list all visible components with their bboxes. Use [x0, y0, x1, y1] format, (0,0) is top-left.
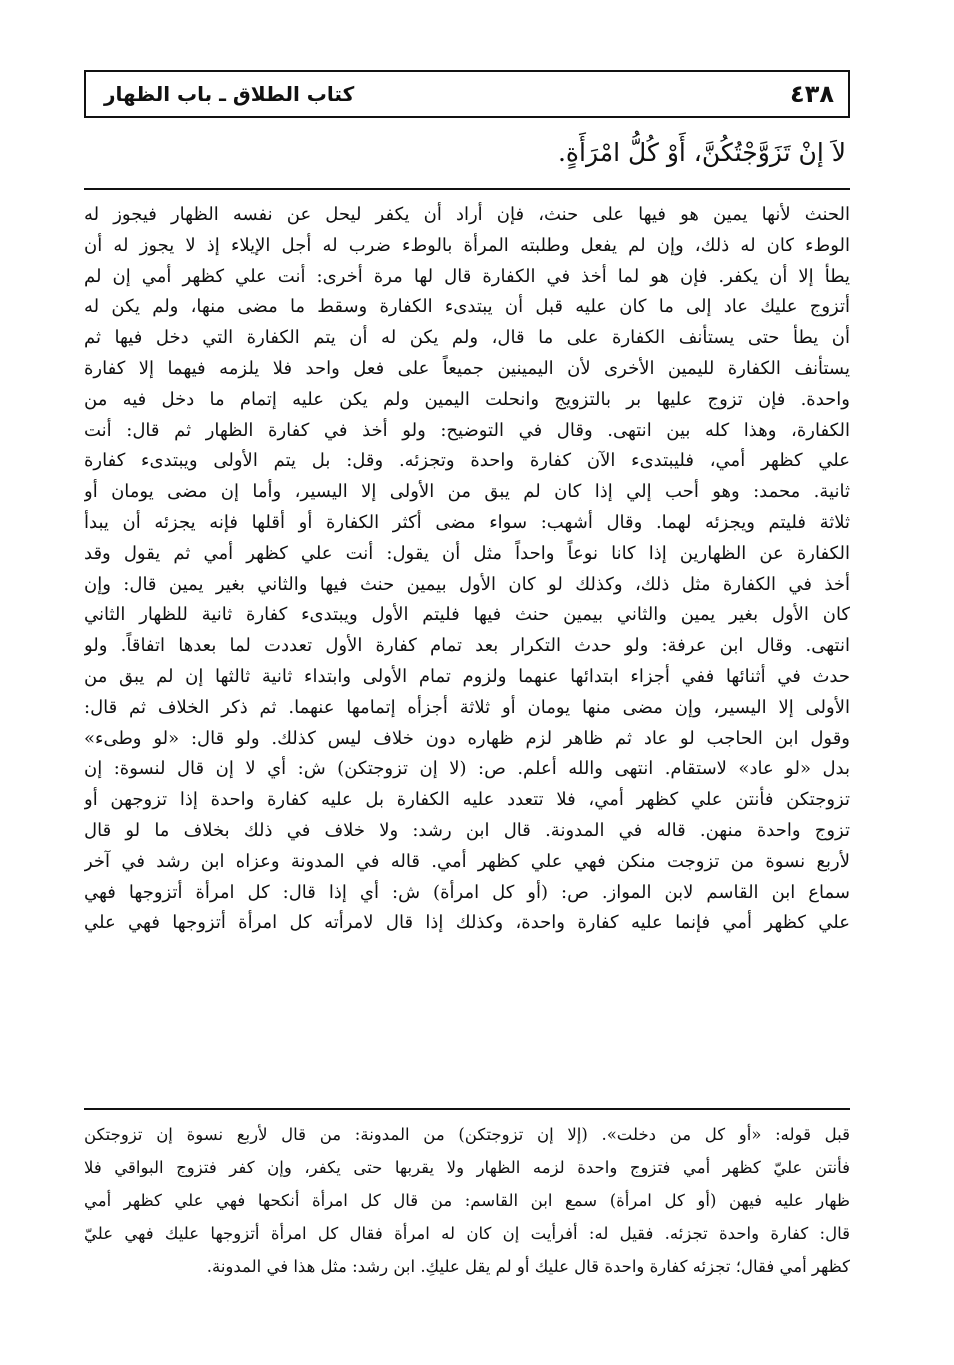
- commentary-line: يستأنف الكفارة لليمين الأخرى لأن اليمينين جميعاً على فعل واحد فلا يلزمه فيهما إلا كفارة: [84, 357, 850, 379]
- footnote-line: ظهار عليه فيهن (أو كل امرأة) سمع ابن القاسم: من قال كل امرأة أنكحها فهي علي كظهر أمي: [84, 1191, 850, 1210]
- matn-excerpt: لاَ إنْ تَزَوَّجْتُكُنَّ، أَوْ كُلُّ امْرَأَةٍ.: [557, 138, 846, 167]
- footnote-line: قال: كفارة واحدة تجزئه. فقيل له: أفرأيت إن كان له امرأة فقال كل امرأة أتزوجها عليك فهي عليّ: [84, 1224, 850, 1243]
- commentary-line: تزوج واحدة منهن. قاله في المدونة. قال ابن رشد: ولا خلاف في ذلك بخلاف ما لو قال: [84, 819, 850, 841]
- footnote-section: [84, 1118, 850, 1338]
- commentary-line: علي كظهر أمي فإنما عليه كفارة واحدة، وكذلك إذا قال لامرأته كل امرأة أتزوجها فهي علي: [84, 912, 850, 934]
- commentary-line: الكفارة عن الظهارين إذا كانا نوعاً واحداً مثل أن يقول: أنت علي كظهر أمي ثم يقول وقد: [84, 542, 850, 564]
- commentary-line: علي كظهر أمي، فليبتدىء الآن كفارة واحدة وتجزئه. وقل: بل يتم الأولى ويبتدىء كفارة: [84, 450, 850, 472]
- commentary-line: حدث في أثنائها ففي أجزاء ابتدائها عنهما ولزوم تمام الأولى وابتداء ثانية ثالثها إن لم يبق من: [84, 665, 850, 687]
- footnote-line: قبل قوله: «أو كل من دخلت». (إلا إن تزوجتكن) من المدونة: من قال لأربع نسوة إن تزوجتكن: [84, 1125, 850, 1144]
- footnote-line: كظهر أمي فقال؛ تجزئه كفارة واحدة قال عليك أو لم يقل عليكِ. ابن رشد: مثل هذا في المدونة.: [206, 1257, 850, 1276]
- commentary-line: الأولى إلا اليسير، وإن مضى منها يومان أو ثلاثة أجزأه إتمامها عنهما. ثم ذكر الخلاف ثم قال:: [84, 696, 850, 718]
- footnote-line: فأنتن عليّ كظهر أمي فتزوج واحدة لزمه الظهار ولا يقربها حتى يكفر، وإن كفر فتزوج البواقي فلا: [84, 1158, 850, 1177]
- commentary-line: الوطء كان له ذلك، وإن لم يفعل وطلبته المرأة بالوطء ضرب له أجل الإيلاء إذ لا يجوز له أن: [84, 234, 850, 256]
- commentary-line: الكفارة، وهذا كله بين انتهى. وقال في التوضيح: ولو أخذ في كفارة الظهار ثم قال: أنت: [84, 419, 850, 441]
- page-header: [84, 70, 850, 118]
- page-number: ٤٣٨: [790, 80, 834, 108]
- commentary-line: ثانية. محمد: وهو أحب إلي إذا كان لم يبق من الأولى إلا اليسير، وأما إن مضى يومان أو: [84, 481, 850, 503]
- running-title: كتاب الطلاق ـ باب الظهار: [104, 82, 355, 106]
- commentary-line: وقول ابن الحاجب لو عاد ثم ظاهر لزم ظهاره دون خلاف ليس كذلك. ولو قال: «لو وطىء»: [84, 727, 850, 749]
- commentary-line: أن يطأ حتى يستأنف الكفارة على ما قال، ولم يكن له أن يتم الكفارة التي دخل فيها ثم: [84, 327, 850, 349]
- commentary-line: الحنث لأنها يمين هو فيها على حنث، فإن أراد أن يكفر ليحل عن نفسه الظهار فيجوز له: [84, 204, 850, 225]
- matn-divider: [84, 188, 850, 190]
- commentary-line: [84, 939, 850, 970]
- commentary-line: تزوجتكن فأنتن علي كظهر أمي، فلا تتعدد عليه الكفارة بل عليه كفارة واحدة إذا تزوجهن أو: [84, 789, 850, 811]
- commentary-body: [84, 200, 850, 1100]
- commentary-line: يطأ إلا أن يكفر. فإن هو لما أخذ في الكفارة قال لها مرة أخرى: أنت علي كظهر أمي إن لم: [84, 265, 850, 287]
- commentary-line: سماع ابن القاسم لابن المواز. ص: (أو كل امرأة) ش: أي إذا قال: كل امرأة أتزوجها فهي: [84, 881, 850, 903]
- commentary-line: ثلاثة فليتم ويجزئه لهما. وقال أشهب: سواء مضى أكثر الكفارة أو أقلها فإنه يجزئه أن يبدأ: [84, 511, 850, 533]
- commentary-line: انتهى. وقال ابن عرفة: ولو حدث التكرار بعد تمام كفارة الأول تعددت لما بعدها اتفاقاً. ولو: [84, 635, 850, 657]
- commentary-line: أتزوج عليك عاد إلى ما كان عليه قبل أن يبتدىء الكفارة وسقط ما مضى منها، ولم يكن له: [84, 296, 850, 318]
- commentary-line: لأربع نسوة من تزوجت منكن فهي علي كظهر أمي. قاله في المدونة وعزاه ابن رشد في آخر: [84, 850, 850, 872]
- commentary-line: واحدة. فإن تزوج عليها بر بالتزويج وانحلت اليمين ولم يكن عليه إتمام ما دخل فيه من: [84, 388, 850, 410]
- commentary-line: كان الأول بغير يمين والثاني بيمين حنث فيها فليتم الأول ويبتدىء كفارة ثانية للظهار الثاني: [84, 604, 850, 626]
- commentary-line: أخذ في الكفارة مثل ذلك، وكذلك لو كان الأول بيمين حنث فيها والثاني بغير يمين قال: وإن: [84, 573, 850, 595]
- footnote-divider: [84, 1108, 850, 1110]
- commentary-line: بدل «لو عاد» لاستقام. انتهى والله أعلم. ص: (لا إن تزوجتكن) ش: أي لا إن قال لنسوة: إن: [84, 758, 850, 780]
